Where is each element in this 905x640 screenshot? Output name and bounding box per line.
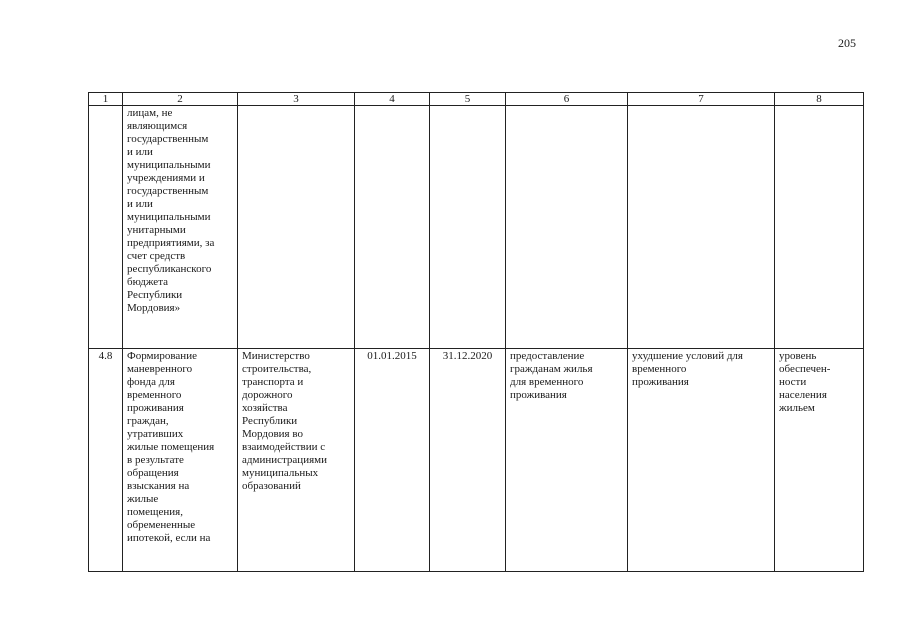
table-cell-indicator: [775, 349, 864, 572]
table-cell-number: [89, 106, 123, 349]
page-number: 205: [838, 36, 856, 50]
table-cell-consequence: [628, 349, 775, 572]
cell-text: 4.8: [98, 350, 113, 362]
column-header: 1: [89, 93, 123, 106]
document-table: [88, 92, 864, 572]
column-header: 5: [430, 93, 506, 106]
cell-text: лицам, не являющимся государственным и или муниципальными учреждениями и государственным и или муниципальными унитарными предприятиями, за счет средств республиканского бюджета Республики Мордовия»: [127, 107, 215, 314]
table-cell-start-date: [355, 349, 430, 572]
column-header: 8: [775, 93, 864, 106]
cell-text: Министерство строительства, транспорта и дорожного хозяйства Республики Мордовия во взаимодействии с администрациями муниципальных образований: [242, 350, 327, 492]
table-cell-indicator: [775, 106, 864, 349]
table-cell-consequence: [628, 106, 775, 349]
column-header: 7: [628, 93, 775, 106]
table-cell-number: [89, 349, 123, 572]
table-header-row: [89, 93, 864, 106]
table-cell-measure: [123, 349, 238, 572]
table-cell-result: [506, 106, 628, 349]
cell-text: 01.01.2015: [367, 350, 417, 362]
table-cell-measure: [123, 106, 238, 349]
column-header: 6: [506, 93, 628, 106]
table-cell-result: [506, 349, 628, 572]
cell-text: ухудшение условий для временного проживания: [632, 350, 743, 388]
table-cell-executor: [238, 106, 355, 349]
table-row: [89, 349, 864, 572]
column-header: 4: [355, 93, 430, 106]
cell-text: уровень обеспечен- ности населения жильем: [779, 350, 831, 414]
column-header: 3: [238, 93, 355, 106]
cell-text: 31.12.2020: [442, 350, 493, 362]
table-cell-end-date: [430, 349, 506, 572]
table-row: [89, 106, 864, 349]
column-header: 2: [123, 93, 238, 106]
cell-text: предоставление гражданам жилья для временного проживания: [510, 350, 593, 401]
table-cell-start-date: [355, 106, 430, 349]
cell-text: Формирование маневренного фонда для временного проживания граждан, утративших жилые помещения в результате обращения взыскания на жилые помещения, обремененные ипотекой, если на: [127, 350, 215, 544]
table-cell-end-date: [430, 106, 506, 349]
table-cell-executor: [238, 349, 355, 572]
